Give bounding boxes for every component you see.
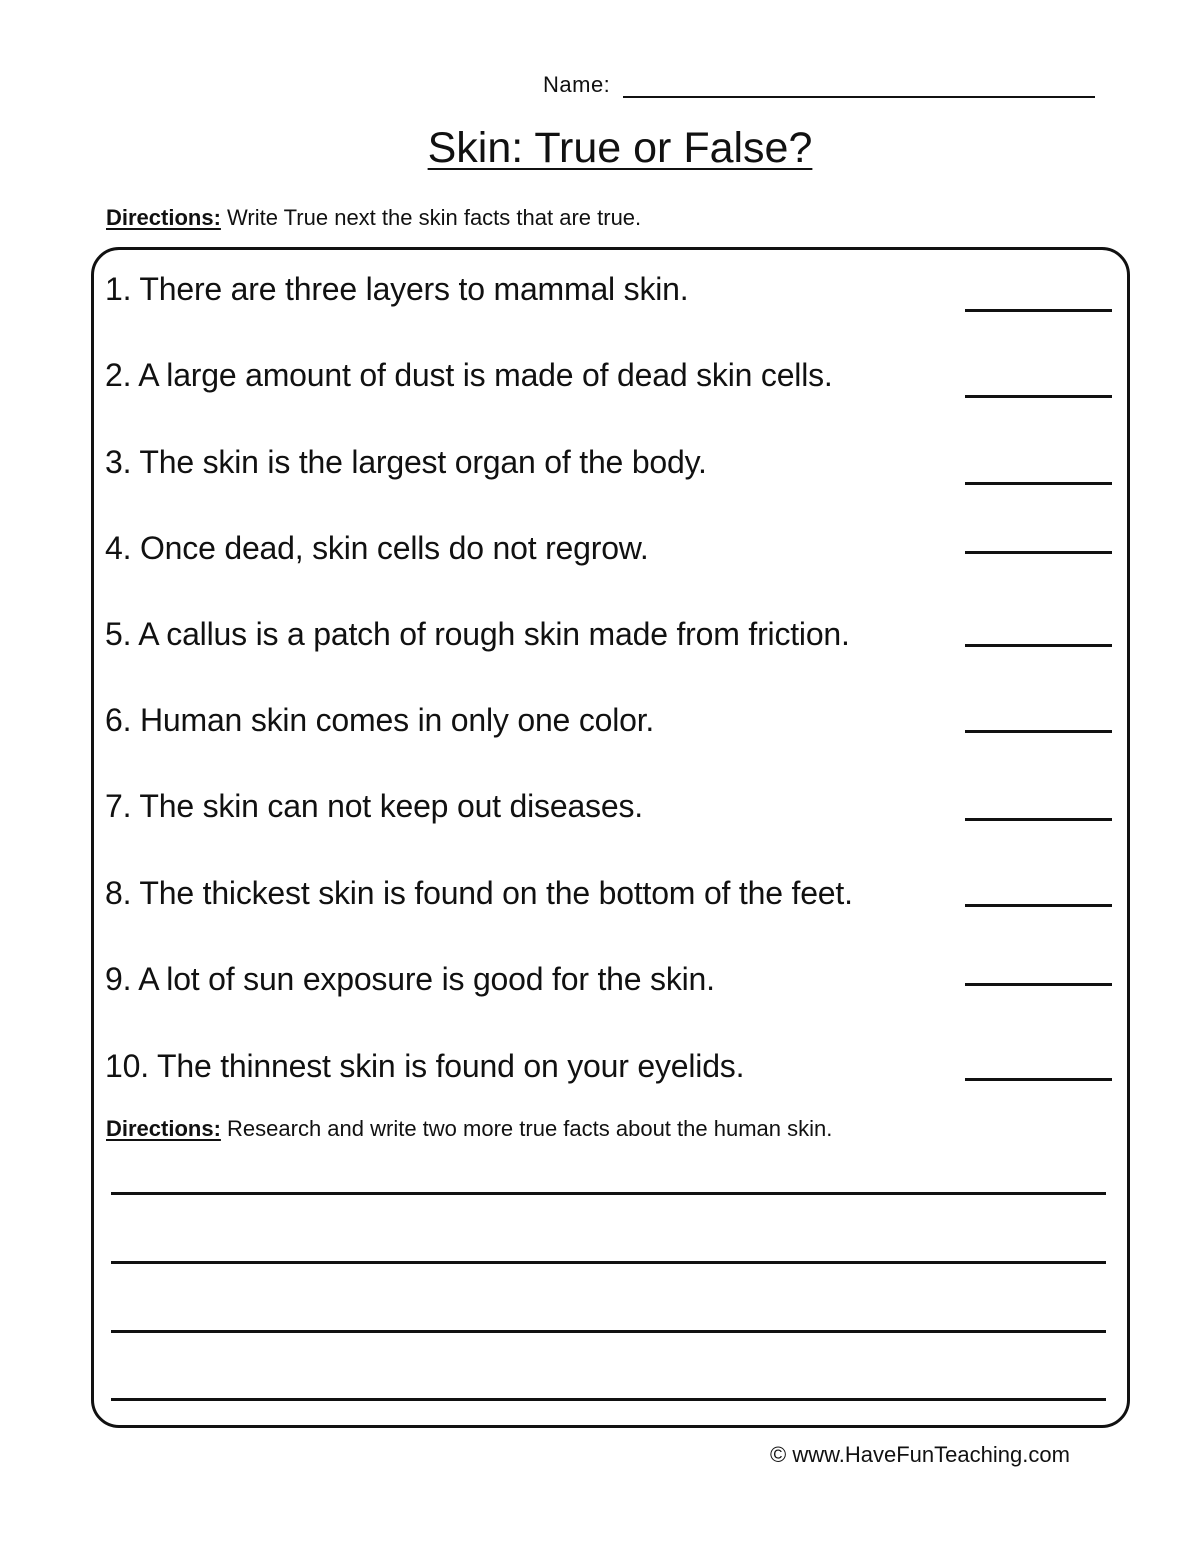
question-item: [105, 1048, 1115, 1098]
question-text: 3. The skin is the largest organ of the body.: [105, 444, 707, 480]
directions-label: Directions:: [106, 1116, 221, 1141]
question-item: [105, 961, 1115, 1011]
question-text: 5. A callus is a patch of rough skin made from friction.: [105, 616, 850, 652]
writing-line[interactable]: [111, 1261, 1106, 1264]
question-item: [105, 616, 1115, 666]
copyright-footer: © www.HaveFunTeaching.com: [770, 1442, 1070, 1467]
directions-text: Write True next the skin facts that are true.: [220, 205, 642, 230]
directions-bottom: [106, 1116, 832, 1142]
question-text: 9. A lot of sun exposure is good for the skin.: [105, 961, 715, 997]
question-item: [105, 788, 1115, 838]
answer-blank[interactable]: [965, 730, 1112, 733]
question-text: 4. Once dead, skin cells do not regrow.: [105, 530, 649, 566]
name-label: Name:: [543, 72, 611, 97]
answer-blank[interactable]: [965, 644, 1112, 647]
question-item: [105, 271, 1115, 321]
question-item: [105, 875, 1115, 925]
name-field-row: [543, 70, 1095, 100]
question-item: [105, 357, 1115, 407]
name-input-line[interactable]: [623, 96, 1095, 98]
question-text: 8. The thickest skin is found on the bottom of the feet.: [105, 875, 853, 911]
answer-blank[interactable]: [965, 904, 1112, 907]
question-item: [105, 530, 1115, 580]
answer-blank[interactable]: [965, 818, 1112, 821]
answer-blank[interactable]: [965, 983, 1112, 986]
worksheet-title: Skin: True or False?: [427, 124, 813, 172]
writing-line[interactable]: [111, 1398, 1106, 1401]
question-text: 7. The skin can not keep out diseases.: [105, 788, 643, 824]
answer-blank[interactable]: [965, 482, 1112, 485]
answer-blank[interactable]: [965, 1078, 1112, 1081]
writing-line[interactable]: [111, 1330, 1106, 1333]
directions-label: Directions:: [106, 205, 221, 230]
question-text: 6. Human skin comes in only one color.: [105, 702, 655, 738]
directions-text: Research and write two more true facts about the human skin.: [220, 1116, 833, 1141]
answer-blank[interactable]: [965, 551, 1112, 554]
question-text: 10. The thinnest skin is found on your eyelids.: [105, 1048, 745, 1084]
question-text: 2. A large amount of dust is made of dead skin cells.: [105, 357, 833, 393]
question-text: 1. There are three layers to mammal skin.: [105, 271, 689, 307]
question-item: [105, 702, 1115, 752]
question-item: [105, 444, 1115, 494]
writing-line[interactable]: [111, 1192, 1106, 1195]
answer-blank[interactable]: [965, 309, 1112, 312]
directions-top: [106, 205, 641, 231]
answer-blank[interactable]: [965, 395, 1112, 398]
